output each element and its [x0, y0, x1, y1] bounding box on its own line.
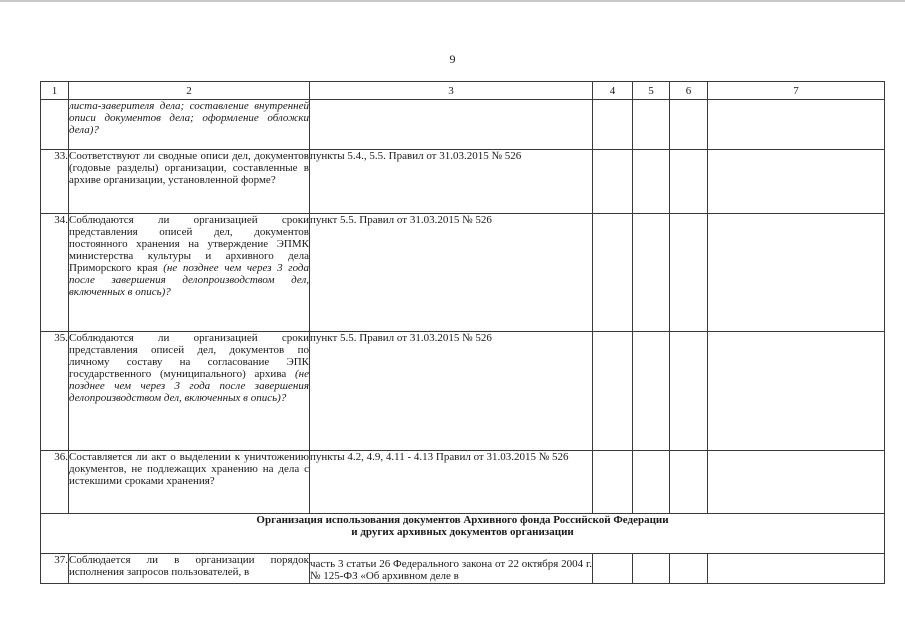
page-number: 9: [449, 52, 456, 66]
header-row: [41, 82, 885, 100]
row-question: [69, 332, 310, 451]
row-cell-5: [633, 100, 670, 150]
row-cell-5: [633, 332, 670, 451]
question-text: Соблюдаются ли организацией сроки представления описей дел, документов постоянного хранения на утверждение ЭПМК министерства культуры и архивного дела Приморского края: [69, 214, 309, 274]
row-number: 35.: [41, 332, 69, 451]
section-title: [41, 514, 885, 554]
table-row: [41, 100, 885, 150]
row-cell-4: [593, 332, 633, 451]
column-header: 2: [69, 82, 310, 100]
column-header: 1: [41, 82, 69, 100]
row-cell-6: [670, 100, 708, 150]
top-rule: [0, 0, 905, 2]
row-cell-4: [593, 554, 633, 584]
row-question: Соблюдается ли в организации порядок исполнения запросов пользователей, в: [69, 554, 310, 584]
table-row: [41, 554, 885, 584]
row-cell-7: [708, 214, 885, 332]
row-cell-6: [670, 451, 708, 514]
row-number: 37.: [41, 554, 69, 584]
row-cell-7: [708, 332, 885, 451]
row-cell-5: [633, 451, 670, 514]
column-header: 7: [708, 82, 885, 100]
row-cell-7: [708, 100, 885, 150]
row-cell-5: [633, 150, 670, 214]
row-number: 36.: [41, 451, 69, 514]
table-row: [41, 150, 885, 214]
table-row: [41, 332, 885, 451]
row-reference: пункты 4.2, 4.9, 4.11 - 4.13 Правил от 31.03.2015 № 526: [310, 451, 593, 514]
question-note: листа-заверителя дела; составление внутренней описи документов дела; оформление обложки дела)?: [69, 100, 309, 136]
row-cell-7: [708, 150, 885, 214]
row-cell-6: [670, 554, 708, 584]
question-text: Соответствуют ли сводные описи дел, документов (годовые разделы) организации, составленные в архиве организации, установленной форме?: [69, 150, 309, 186]
row-reference: пункт 5.5. Правил от 31.03.2015 № 526: [310, 332, 593, 451]
row-cell-4: [593, 100, 633, 150]
checklist-table: [40, 81, 885, 584]
row-reference: [310, 100, 593, 150]
column-header: 4: [593, 82, 633, 100]
row-reference: пункты 5.4., 5.5. Правил от 31.03.2015 № 526: [310, 150, 593, 214]
row-question: [69, 214, 310, 332]
row-question: [69, 150, 310, 214]
row-cell-4: [593, 150, 633, 214]
row-cell-7: [708, 451, 885, 514]
section-title-line: и других архивных документов организации: [351, 526, 574, 538]
row-reference: пункт 5.5. Правил от 31.03.2015 № 526: [310, 214, 593, 332]
row-cell-6: [670, 332, 708, 451]
row-question: [69, 451, 310, 514]
row-question: [69, 100, 310, 150]
question-note: (не позднее чем через 3 года после завершения делопроизводством дел, включенных в опись)?: [69, 368, 309, 404]
row-cell-6: [670, 214, 708, 332]
row-cell-5: [633, 214, 670, 332]
question-note: (не позднее чем через 3 года после завершения делопроизводством дел, включенных в опись)?: [69, 262, 309, 298]
row-number: 34.: [41, 214, 69, 332]
column-header: 5: [633, 82, 670, 100]
row-number: 33.: [41, 150, 69, 214]
table-row: [41, 451, 885, 514]
column-header: 3: [310, 82, 593, 100]
question-text: Составляется ли акт о выделении к уничтожению документов, не подлежащих хранению на дела с истекшими сроками хранения?: [69, 451, 309, 487]
row-reference: часть 3 статьи 26 Федерального закона от 22 октября 2004 г. № 125-ФЗ «Об архивном деле в: [310, 554, 593, 584]
table-row: [41, 214, 885, 332]
row-cell-5: [633, 554, 670, 584]
row-cell-6: [670, 150, 708, 214]
column-header: 6: [670, 82, 708, 100]
row-number: [41, 100, 69, 150]
question-text: Соблюдаются ли организацией сроки представления описей дел, документов по личному составу на согласование ЭПК государственного (муниципального) архива: [69, 332, 309, 380]
row-cell-4: [593, 451, 633, 514]
section-title-line: Организация использования документов Архивного фонда Российской Федерации: [256, 514, 669, 526]
row-cell-7: [708, 554, 885, 584]
row-cell-4: [593, 214, 633, 332]
section-header-row: [41, 514, 885, 554]
